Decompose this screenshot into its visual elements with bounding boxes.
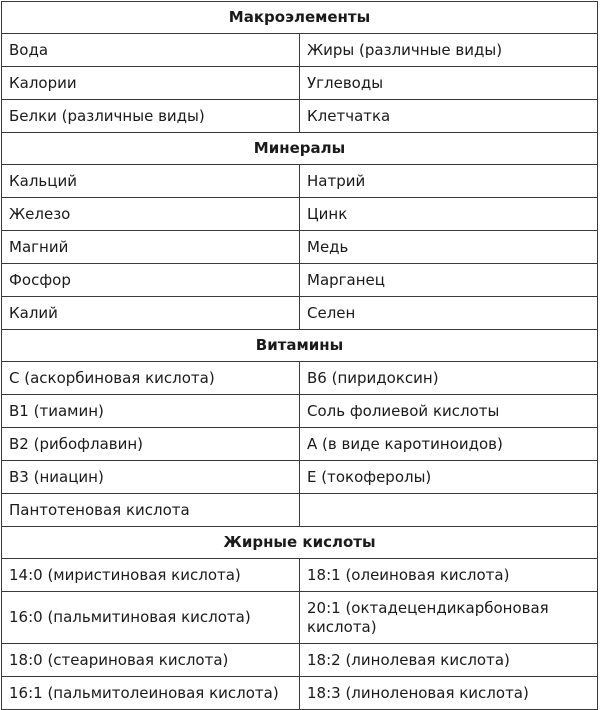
table-row xyxy=(2,67,598,100)
table-row xyxy=(2,428,598,461)
nutrient-cell-right: Марганец xyxy=(300,264,598,297)
table-row xyxy=(2,461,598,494)
nutrient-cell-right: Жиры (различные виды) xyxy=(300,34,598,67)
table-row xyxy=(2,231,598,264)
section-header-row xyxy=(2,527,598,559)
nutrient-cell-left: Фосфор xyxy=(2,264,300,297)
nutrient-cell-right: 18:2 (линолевая кислота) xyxy=(300,644,598,677)
nutrient-cell-left: B2 (рибофлавин) xyxy=(2,428,300,461)
nutrient-cell-right: 20:1 (октадецендикарбоновая кислота) xyxy=(300,592,598,644)
section-header-row xyxy=(2,2,598,34)
nutrient-cell-left: 18:0 (стеариновая кислота) xyxy=(2,644,300,677)
section-title: Макроэлементы xyxy=(2,2,598,34)
nutrient-cell-left: Пантотеновая кислота xyxy=(2,494,300,527)
nutrient-cell-right: B6 (пиридоксин) xyxy=(300,362,598,395)
nutrient-cell-left: 16:1 (пальмитолеиновая кислота) xyxy=(2,677,300,710)
nutrient-cell-right: Углеводы xyxy=(300,67,598,100)
table-row xyxy=(2,644,598,677)
table-row xyxy=(2,559,598,592)
table-row xyxy=(2,494,598,527)
nutrient-cell-right: E (токоферолы) xyxy=(300,461,598,494)
section-header-row xyxy=(2,330,598,362)
table-row xyxy=(2,198,598,231)
nutrient-cell-left: 14:0 (миристиновая кислота) xyxy=(2,559,300,592)
table-body xyxy=(2,2,598,710)
table-row xyxy=(2,264,598,297)
table-row xyxy=(2,297,598,330)
table-row xyxy=(2,592,598,644)
table-row xyxy=(2,362,598,395)
nutrient-cell-left: Железо xyxy=(2,198,300,231)
nutrient-cell-left: C (аскорбиновая кислота) xyxy=(2,362,300,395)
nutrient-cell-left: B1 (тиамин) xyxy=(2,395,300,428)
nutrient-cell-left: Калории xyxy=(2,67,300,100)
table-row xyxy=(2,395,598,428)
nutrient-cell-right: 18:3 (линоленовая кислота) xyxy=(300,677,598,710)
nutrient-cell-right: Натрий xyxy=(300,165,598,198)
nutrient-cell-left: 16:0 (пальмитиновая кислота) xyxy=(2,592,300,644)
section-title: Витамины xyxy=(2,330,598,362)
nutrient-cell-right: Цинк xyxy=(300,198,598,231)
nutrient-cell-right: Соль фолиевой кислоты xyxy=(300,395,598,428)
nutrient-cell-right xyxy=(300,494,598,527)
table-row xyxy=(2,34,598,67)
section-title: Минералы xyxy=(2,133,598,165)
nutrient-cell-right: 18:1 (олеиновая кислота) xyxy=(300,559,598,592)
section-title: Жирные кислоты xyxy=(2,527,598,559)
table-row xyxy=(2,100,598,133)
nutrients-table xyxy=(1,1,598,710)
nutrient-cell-right: Клетчатка xyxy=(300,100,598,133)
section-header-row xyxy=(2,133,598,165)
nutrient-cell-left: B3 (ниацин) xyxy=(2,461,300,494)
nutrient-cell-left: Калий xyxy=(2,297,300,330)
nutrient-cell-left: Магний xyxy=(2,231,300,264)
nutrient-cell-right: Медь xyxy=(300,231,598,264)
nutrient-cell-right: A (в виде каротиноидов) xyxy=(300,428,598,461)
table-row xyxy=(2,165,598,198)
nutrient-cell-left: Белки (различные виды) xyxy=(2,100,300,133)
nutrient-cell-left: Вода xyxy=(2,34,300,67)
table-row xyxy=(2,677,598,710)
nutrient-cell-left: Кальций xyxy=(2,165,300,198)
nutrient-cell-right: Селен xyxy=(300,297,598,330)
